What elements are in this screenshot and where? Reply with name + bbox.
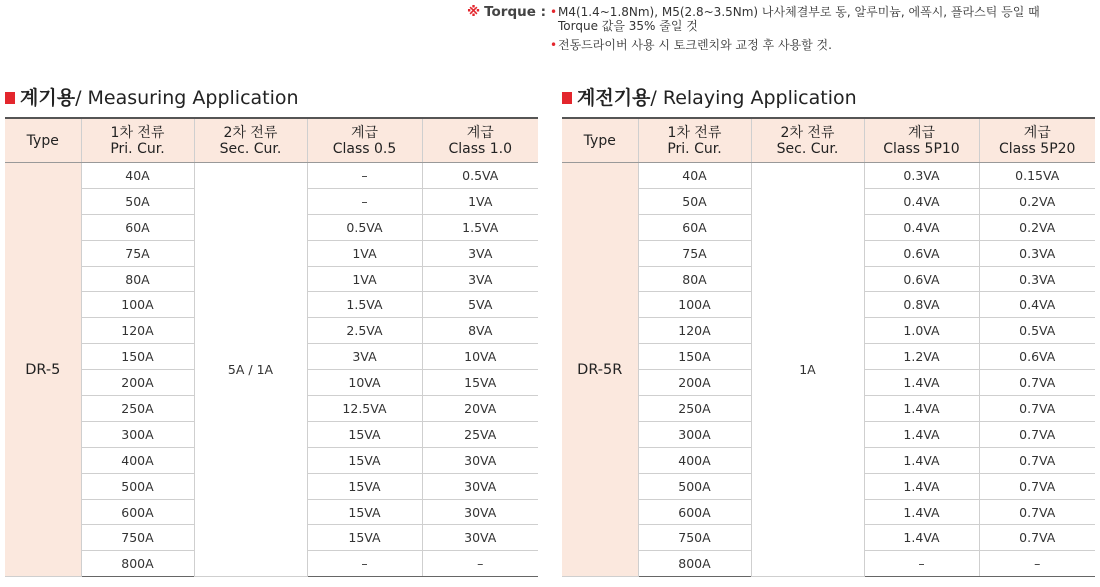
class-value-cell: 1.5VA: [307, 292, 422, 318]
type-cell: DR-5: [5, 163, 81, 577]
torque-note-line2: Torque 값을 35% 줄일 것: [558, 19, 698, 33]
class-value-cell: –: [864, 551, 979, 577]
class-value-cell: 30VA: [422, 473, 538, 499]
class-value-cell: 1VA: [307, 266, 422, 292]
column-header-line2: Class 0.5: [332, 140, 397, 157]
primary-current-cell: 40A: [638, 163, 751, 189]
column-header: [422, 118, 538, 163]
class-value-cell: 0.6VA: [979, 344, 1095, 370]
column-header-line2: Sec. Cur.: [219, 140, 282, 157]
class-value-cell: 10VA: [422, 344, 538, 370]
class-value-cell: 0.2VA: [979, 188, 1095, 214]
relaying-title: [562, 86, 1095, 110]
class-value-cell: 0.7VA: [979, 370, 1095, 396]
class-value-cell: 0.4VA: [864, 214, 979, 240]
column-header-line2: Class 5P20: [999, 140, 1076, 157]
column-header: [81, 118, 194, 163]
column-header-line2: Pri. Cur.: [667, 140, 722, 157]
type-cell: DR-5R: [562, 163, 638, 577]
class-value-cell: 15VA: [307, 447, 422, 473]
class-value-cell: 3VA: [307, 344, 422, 370]
primary-current-cell: 120A: [81, 318, 194, 344]
class-value-cell: 0.5VA: [422, 163, 538, 189]
class-value-cell: 1VA: [422, 188, 538, 214]
class-value-cell: 0.6VA: [864, 240, 979, 266]
column-header: [562, 118, 638, 163]
class-value-cell: 0.5VA: [979, 318, 1095, 344]
class-value-cell: –: [307, 188, 422, 214]
column-header: [5, 118, 81, 163]
class-value-cell: 0.7VA: [979, 499, 1095, 525]
column-header-line1: 1차 전류: [110, 124, 165, 141]
column-header-line1: 계급: [1023, 124, 1051, 141]
primary-current-cell: 100A: [81, 292, 194, 318]
primary-current-cell: 200A: [638, 370, 751, 396]
torque-notes: [453, 5, 1040, 52]
column-header: [979, 118, 1095, 163]
primary-current-cell: 500A: [81, 473, 194, 499]
relaying-title-ko: 계전기용: [577, 87, 651, 109]
class-value-cell: 0.8VA: [864, 292, 979, 318]
column-header-line1: 계급: [466, 124, 494, 141]
column-header-line1: 2차 전류: [223, 124, 278, 141]
relaying-title-en: / Relaying Application: [650, 87, 857, 109]
class-value-cell: 1.2VA: [864, 344, 979, 370]
red-square-icon: [562, 92, 572, 104]
class-value-cell: 15VA: [307, 473, 422, 499]
class-value-cell: 1.5VA: [422, 214, 538, 240]
class-value-cell: 8VA: [422, 318, 538, 344]
column-header-line1: 계급: [350, 124, 379, 141]
column-header: [638, 118, 751, 163]
class-value-cell: 1.4VA: [864, 447, 979, 473]
class-value-cell: 0.3VA: [979, 240, 1095, 266]
class-value-cell: 0.7VA: [979, 421, 1095, 447]
class-value-cell: 0.3VA: [979, 266, 1095, 292]
relaying-table: [562, 117, 1095, 577]
torque-note: [453, 5, 1040, 33]
class-value-cell: 1.4VA: [864, 370, 979, 396]
class-value-cell: 0.7VA: [979, 447, 1095, 473]
class-value-cell: –: [307, 163, 422, 189]
class-value-cell: 1.4VA: [864, 525, 979, 551]
measuring-title: [5, 86, 538, 110]
class-value-cell: 15VA: [307, 421, 422, 447]
primary-current-cell: 80A: [81, 266, 194, 292]
class-value-cell: 1.4VA: [864, 473, 979, 499]
class-value-cell: 30VA: [422, 499, 538, 525]
primary-current-cell: 150A: [81, 344, 194, 370]
column-header: [194, 118, 307, 163]
class-value-cell: 0.15VA: [979, 163, 1095, 189]
primary-current-cell: 800A: [638, 551, 751, 577]
primary-current-cell: 80A: [638, 266, 751, 292]
primary-current-cell: 600A: [81, 499, 194, 525]
class-value-cell: 3VA: [422, 266, 538, 292]
class-value-cell: 1.4VA: [864, 421, 979, 447]
primary-current-cell: 600A: [638, 499, 751, 525]
primary-current-cell: 800A: [81, 551, 194, 577]
measuring-title-ko: 계기용: [20, 87, 76, 109]
class-value-cell: –: [307, 551, 422, 577]
driver-note: [550, 38, 1040, 52]
column-header-line1: 2차 전류: [780, 124, 835, 141]
primary-current-cell: 60A: [638, 214, 751, 240]
column-header-line2: Sec. Cur.: [776, 140, 839, 157]
class-value-cell: 5VA: [422, 292, 538, 318]
torque-label: [453, 5, 550, 19]
primary-current-cell: 500A: [638, 473, 751, 499]
primary-current-cell: 400A: [638, 447, 751, 473]
column-header-line1: Type: [26, 132, 59, 149]
column-header-line1: 계급: [907, 124, 936, 141]
class-value-cell: 0.2VA: [979, 214, 1095, 240]
class-value-cell: 0.5VA: [307, 214, 422, 240]
class-value-cell: 20VA: [422, 396, 538, 422]
column-header-line2: Pri. Cur.: [110, 140, 165, 157]
class-value-cell: 1VA: [307, 240, 422, 266]
table-row: [5, 163, 538, 189]
primary-current-cell: 75A: [81, 240, 194, 266]
class-value-cell: 3VA: [422, 240, 538, 266]
class-value-cell: –: [422, 551, 538, 577]
class-value-cell: 15VA: [307, 499, 422, 525]
primary-current-cell: 40A: [81, 163, 194, 189]
table-row: [562, 163, 1095, 189]
torque-note-line1: M4(1.4~1.8Nm), M5(2.8~3.5Nm) 나사체결부로 동, 알루미늄, 에폭시, 플라스틱 등일 때: [558, 5, 1040, 19]
class-value-cell: 0.7VA: [979, 473, 1095, 499]
class-value-cell: 10VA: [307, 370, 422, 396]
class-value-cell: 0.7VA: [979, 396, 1095, 422]
class-value-cell: 0.4VA: [979, 292, 1095, 318]
column-header-line2: Class 1.0: [448, 140, 513, 157]
class-value-cell: 1.4VA: [864, 396, 979, 422]
class-value-cell: 0.4VA: [864, 188, 979, 214]
primary-current-cell: 750A: [638, 525, 751, 551]
primary-current-cell: 150A: [638, 344, 751, 370]
class-value-cell: 2.5VA: [307, 318, 422, 344]
measuring-table: [5, 117, 538, 577]
primary-current-cell: 250A: [81, 396, 194, 422]
secondary-current-cell: 1A: [751, 163, 864, 577]
bullet-icon: •: [550, 38, 558, 52]
primary-current-cell: 50A: [638, 188, 751, 214]
reference-mark: ※: [466, 4, 481, 20]
column-header: [751, 118, 864, 163]
class-value-cell: 1.0VA: [864, 318, 979, 344]
measuring-title-en: / Measuring Application: [75, 87, 299, 109]
class-value-cell: 30VA: [422, 525, 538, 551]
primary-current-cell: 200A: [81, 370, 194, 396]
class-value-cell: 0.3VA: [864, 163, 979, 189]
class-value-cell: 12.5VA: [307, 396, 422, 422]
column-header-line1: Type: [583, 132, 616, 149]
measuring-section: [5, 86, 538, 577]
bullet-icon: •: [550, 5, 558, 19]
column-header: [864, 118, 979, 163]
class-value-cell: 15VA: [422, 370, 538, 396]
relaying-section: [562, 86, 1095, 577]
torque-label-text: Torque :: [484, 4, 546, 20]
primary-current-cell: 400A: [81, 447, 194, 473]
secondary-current-cell: 5A / 1A: [194, 163, 307, 577]
class-value-cell: –: [979, 551, 1095, 577]
primary-current-cell: 750A: [81, 525, 194, 551]
column-header-line2: Class 5P10: [883, 140, 960, 157]
class-value-cell: 0.7VA: [979, 525, 1095, 551]
column-header-line1: 1차 전류: [667, 124, 722, 141]
primary-current-cell: 250A: [638, 396, 751, 422]
primary-current-cell: 300A: [81, 421, 194, 447]
class-value-cell: 25VA: [422, 421, 538, 447]
driver-note-text: 전동드라이버 사용 시 토크렌치와 교정 후 사용할 것.: [558, 38, 832, 52]
class-value-cell: 1.4VA: [864, 499, 979, 525]
primary-current-cell: 100A: [638, 292, 751, 318]
class-value-cell: 30VA: [422, 447, 538, 473]
class-value-cell: 0.6VA: [864, 266, 979, 292]
primary-current-cell: 300A: [638, 421, 751, 447]
column-header: [307, 118, 422, 163]
primary-current-cell: 75A: [638, 240, 751, 266]
class-value-cell: 15VA: [307, 525, 422, 551]
primary-current-cell: 50A: [81, 188, 194, 214]
red-square-icon: [5, 92, 15, 104]
primary-current-cell: 60A: [81, 214, 194, 240]
primary-current-cell: 120A: [638, 318, 751, 344]
